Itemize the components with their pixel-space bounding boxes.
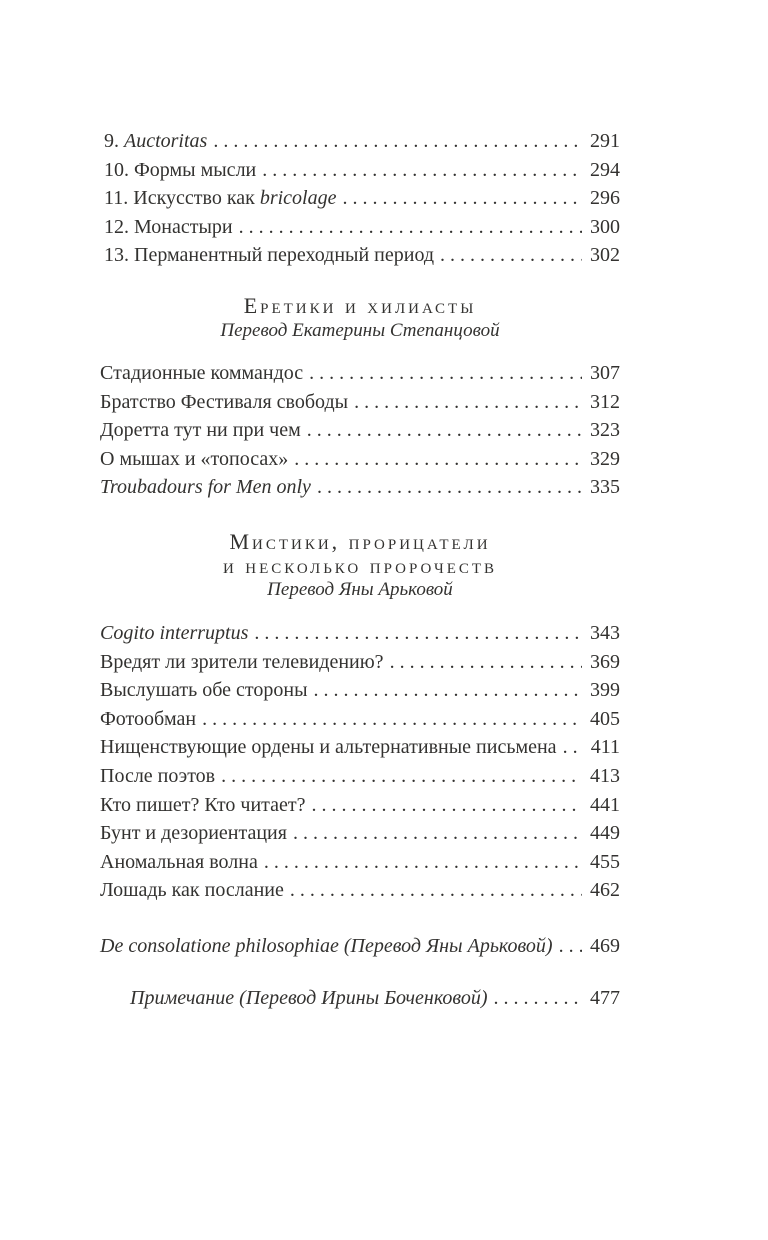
toc-entry-title bbox=[104, 156, 256, 185]
toc-entry-title bbox=[100, 619, 248, 648]
toc-entry-page: 413 bbox=[590, 764, 620, 787]
toc-entry-text: Кто пишет? Кто читает? bbox=[100, 793, 306, 816]
toc-entry-page: 343 bbox=[590, 622, 620, 644]
toc-entry-text: Выслушать обе стороны bbox=[100, 679, 308, 702]
toc-entry bbox=[100, 156, 620, 185]
toc-entry bbox=[100, 876, 620, 905]
toc-entry-title bbox=[130, 984, 488, 1013]
toc-standalone bbox=[100, 932, 620, 961]
dot-leader bbox=[317, 473, 582, 502]
section-translator: Перевод Яны Арьковой bbox=[267, 579, 453, 600]
toc-entry-title bbox=[100, 416, 301, 445]
toc-entry-text: О мышах и «топосах» bbox=[100, 447, 289, 470]
toc-entry bbox=[100, 473, 620, 502]
dot-leader bbox=[294, 445, 582, 474]
dot-leader bbox=[239, 213, 582, 242]
toc-entry bbox=[100, 184, 620, 213]
section-heading-line: Мистики, прорицатели bbox=[229, 529, 491, 554]
toc-entry-title bbox=[104, 213, 233, 242]
toc-entry-text-italic: Cogito interruptus bbox=[100, 622, 249, 644]
dot-leader bbox=[312, 791, 582, 820]
dot-leader bbox=[390, 648, 582, 677]
toc-entry-text: Бунт и дезориентация bbox=[100, 822, 287, 845]
toc-entry-title bbox=[100, 473, 311, 502]
toc-entry bbox=[100, 359, 620, 388]
toc-entry bbox=[100, 388, 620, 417]
toc-entry-text: После поэтов bbox=[100, 764, 216, 787]
toc-entry bbox=[100, 932, 620, 961]
toc-entry-title bbox=[104, 241, 434, 270]
toc-entry bbox=[100, 819, 620, 848]
toc-entry-text: Лошадь как послание bbox=[100, 879, 284, 902]
toc-entry bbox=[100, 241, 620, 270]
toc-entry-text: Доретта тут ни при чем bbox=[100, 419, 301, 442]
toc-chapter-list bbox=[100, 127, 620, 270]
toc-entry bbox=[100, 445, 620, 474]
dot-leader bbox=[264, 848, 582, 877]
toc-entry bbox=[100, 676, 620, 705]
toc-entry-title bbox=[104, 127, 207, 156]
toc-entry-page: 477 bbox=[590, 987, 620, 1009]
toc-entry-page: 462 bbox=[590, 879, 620, 902]
toc-entry-text-italic: bricolage bbox=[259, 187, 337, 210]
toc-entry-page: 300 bbox=[590, 215, 620, 238]
toc-entry bbox=[100, 416, 620, 445]
dot-leader bbox=[307, 416, 582, 445]
toc-entry-text: Братство Фестиваля свободы bbox=[100, 390, 349, 413]
toc-entry-text: Стадионные коммандос bbox=[100, 362, 304, 384]
toc-entry-page: 411 bbox=[590, 736, 620, 759]
dot-leader bbox=[559, 932, 582, 961]
toc-entry-title bbox=[100, 445, 288, 474]
dot-leader bbox=[254, 619, 582, 648]
toc-entry-page: 441 bbox=[590, 793, 620, 816]
toc-entry-text: 12. Монастыри bbox=[104, 215, 233, 238]
dot-leader bbox=[440, 241, 582, 270]
toc-entry-text: 11. Искусство как bbox=[104, 187, 260, 210]
toc-entry-page: 296 bbox=[590, 187, 620, 210]
toc-entry-page: 405 bbox=[590, 707, 620, 730]
toc-entry bbox=[100, 705, 620, 734]
toc-entry-title bbox=[100, 648, 384, 677]
toc-entry bbox=[100, 733, 620, 762]
section-heading-line: и несколько пророчеств bbox=[222, 553, 498, 578]
toc-entry-page: 323 bbox=[590, 419, 620, 442]
dot-leader bbox=[309, 359, 582, 388]
toc-standalone bbox=[100, 984, 620, 1013]
toc-entry-title bbox=[104, 184, 336, 213]
dot-leader bbox=[563, 733, 582, 762]
toc-entry-page: 291 bbox=[590, 130, 620, 152]
toc-entry-page: 469 bbox=[590, 935, 620, 957]
toc-entry-page: 455 bbox=[590, 850, 620, 873]
toc-entry-title bbox=[100, 848, 258, 877]
toc-entry bbox=[100, 848, 620, 877]
toc-entry bbox=[100, 762, 620, 791]
dot-leader bbox=[494, 984, 583, 1013]
dot-leader bbox=[202, 705, 582, 734]
toc-entry-text: Аномальная волна bbox=[100, 850, 258, 873]
toc-entry-text: 10. Формы мысли bbox=[104, 158, 257, 181]
toc-entry-page: 312 bbox=[590, 390, 620, 413]
dot-leader bbox=[290, 876, 582, 905]
dot-leader bbox=[221, 762, 582, 791]
toc-entry-text: 9. bbox=[104, 130, 124, 152]
toc-entry-text: Вредят ли зрители телевидению? bbox=[100, 650, 384, 673]
toc-entry-text: 13. Перманентный переходный период bbox=[104, 244, 435, 267]
toc-entry-title bbox=[100, 676, 308, 705]
toc-entry-text-italic: De consolatione philosophiae (Перевод Яны Арьковой) bbox=[100, 935, 553, 957]
toc-entry-title bbox=[100, 359, 303, 388]
dot-leader bbox=[354, 388, 582, 417]
toc-entry-page: 399 bbox=[590, 679, 620, 702]
toc-entry-page: 335 bbox=[590, 476, 620, 499]
section-heading-line: Еретики и хилиасты bbox=[243, 293, 477, 318]
section-heading bbox=[100, 530, 620, 578]
toc-entry-title bbox=[100, 705, 196, 734]
toc-entry-page: 302 bbox=[590, 244, 620, 267]
toc-entry bbox=[100, 648, 620, 677]
dot-leader bbox=[314, 676, 582, 705]
toc-entry-text-italic: Troubadours for Men only bbox=[100, 476, 311, 499]
toc-section-list bbox=[100, 359, 620, 502]
dot-leader bbox=[342, 184, 582, 213]
toc-entry bbox=[100, 791, 620, 820]
toc-entry-text: Нищенствующие ордены и альтернативные письмена bbox=[100, 736, 557, 759]
toc-entry-page: 329 bbox=[590, 447, 620, 470]
toc-entry-page: 294 bbox=[590, 158, 620, 181]
toc-entry-title bbox=[100, 819, 287, 848]
toc-entry-text: Фотообман bbox=[100, 707, 197, 730]
toc-entry-page: 307 bbox=[590, 362, 620, 384]
toc-entry-text-italic: Примечание (Перевод Ирины Боченковой) bbox=[130, 987, 488, 1009]
toc-entry bbox=[100, 127, 620, 156]
toc-entry-page: 449 bbox=[590, 822, 620, 845]
dot-leader bbox=[213, 127, 582, 156]
toc-entry-title bbox=[100, 388, 348, 417]
section-translator: Перевод Екатерины Степанцовой bbox=[220, 320, 500, 341]
toc-section-list bbox=[100, 619, 620, 905]
dot-leader bbox=[293, 819, 582, 848]
toc-entry-title bbox=[100, 932, 553, 961]
toc-entry-page: 369 bbox=[590, 650, 620, 673]
toc-entry bbox=[100, 213, 620, 242]
toc-entry bbox=[100, 984, 620, 1013]
toc-entry-title bbox=[100, 762, 215, 791]
toc-entry bbox=[100, 619, 620, 648]
toc-entry-title bbox=[100, 876, 284, 905]
section-heading bbox=[100, 294, 620, 318]
toc-entry-text-italic: Auctoritas bbox=[124, 130, 208, 152]
dot-leader bbox=[262, 156, 582, 185]
toc-entry-title bbox=[100, 733, 557, 762]
toc-entry-title bbox=[100, 791, 306, 820]
